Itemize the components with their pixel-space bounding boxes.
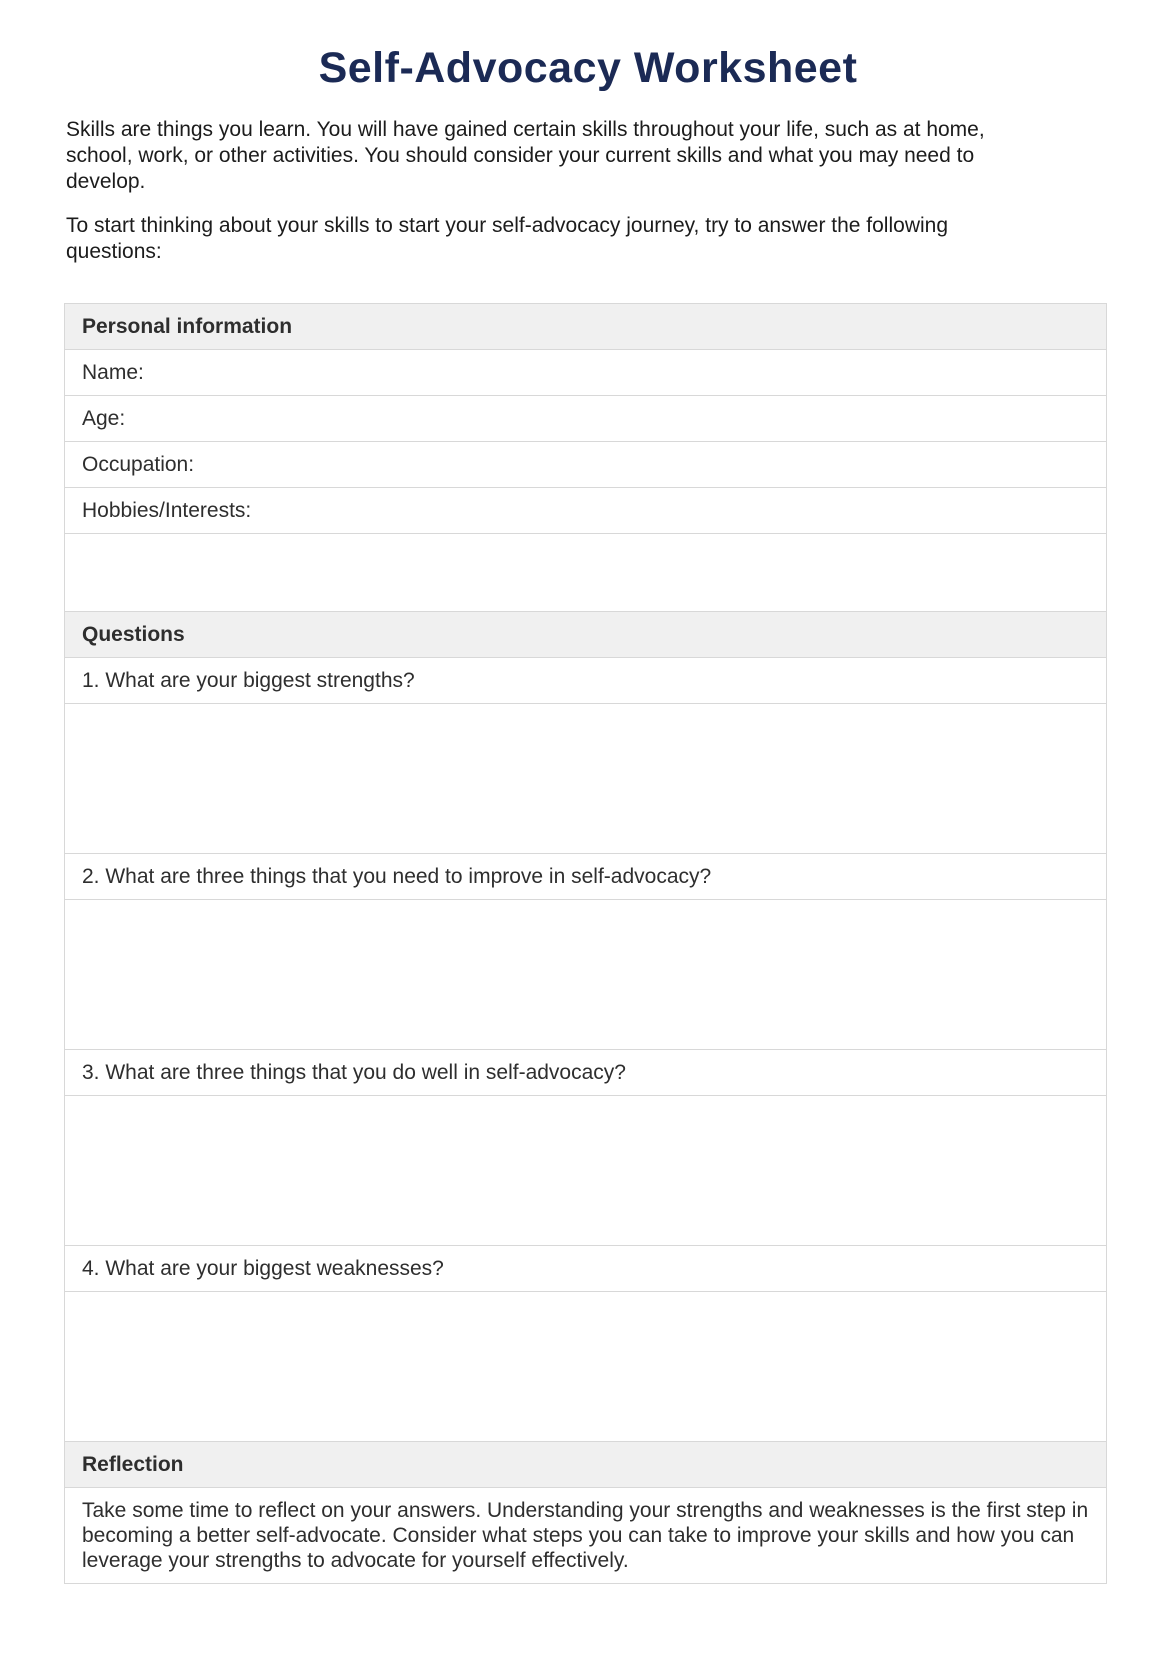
question-row-1 [65,658,1107,704]
name-field[interactable]: Name: [65,350,1107,396]
question-1-answer-area[interactable] [65,704,1107,854]
answer-row-4 [65,1292,1107,1442]
field-row-age [65,396,1107,442]
question-row-4 [65,1246,1107,1292]
question-3-answer-area[interactable] [65,1096,1107,1246]
question-2-answer-area[interactable] [65,900,1107,1050]
question-4: 4. What are your biggest weaknesses? [65,1246,1107,1292]
answer-row-2 [65,900,1107,1050]
occupation-field[interactable]: Occupation: [65,442,1107,488]
answer-row-3 [65,1096,1107,1246]
question-row-2 [65,854,1107,900]
page-title: Self-Advocacy Worksheet [318,44,858,92]
field-row-hobbies-interests [65,488,1107,534]
questions-header: Questions [65,612,1107,658]
personal-information-blank-area[interactable] [65,534,1107,612]
answer-row-1 [65,704,1107,854]
personal-information-header: Personal information [65,304,1107,350]
personal-information-blank-row [65,534,1107,612]
age-field[interactable]: Age: [65,396,1107,442]
worksheet-table [64,303,1107,1584]
question-row-3 [65,1050,1107,1096]
reflection-header-row [65,1442,1107,1488]
hobbies-interests-field[interactable]: Hobbies/Interests: [65,488,1107,534]
personal-information-header-row [65,304,1107,350]
reflection-text-row [65,1488,1107,1584]
question-4-answer-area[interactable] [65,1292,1107,1442]
question-2: 2. What are three things that you need to improve in self-advocacy? [65,854,1107,900]
question-1: 1. What are your biggest strengths? [65,658,1107,704]
intro-paragraph-2: To start thinking about your skills to start your self-advocacy journey, try to answer the following questions: [66,214,949,263]
field-row-name [65,350,1107,396]
intro-paragraph-1: Skills are things you learn. You will have gained certain skills throughout your life, such as at home, school, work, or other activities. You should consider your current skills and what you may need to develop. [66,118,985,193]
reflection-text: Take some time to reflect on your answers. Understanding your strengths and weaknesses is the first step in becoming a better self-advocate. Consider what steps you can take to improve your skills and how you can leverage your strengths to advocate for yourself effectively. [65,1488,1107,1584]
field-row-occupation [65,442,1107,488]
question-3: 3. What are three things that you do well in self-advocacy? [65,1050,1107,1096]
questions-header-row [65,612,1107,658]
reflection-header: Reflection [65,1442,1107,1488]
